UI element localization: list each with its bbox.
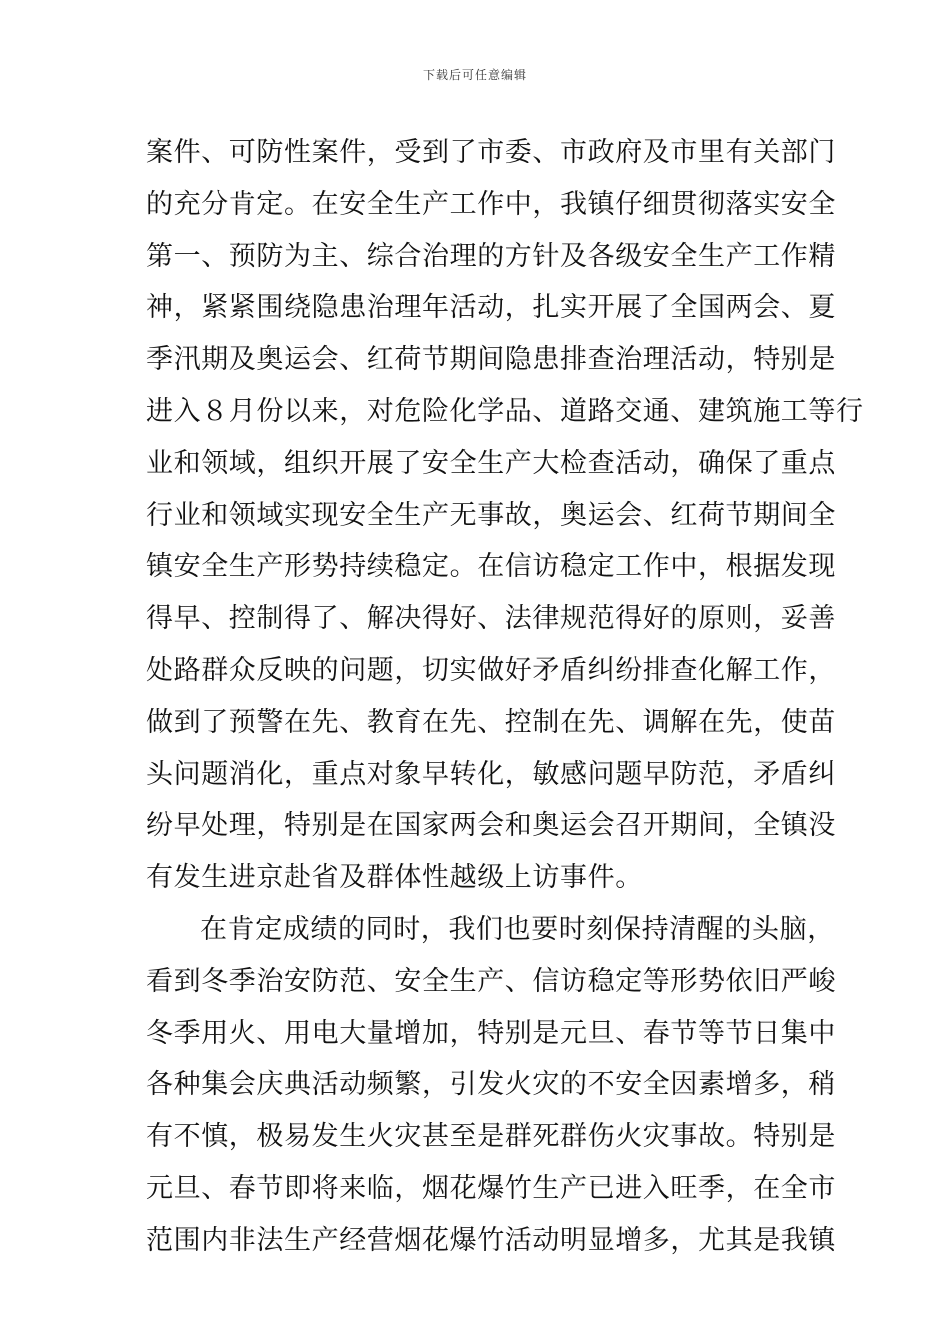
text-line: 神，紧紧围绕隐患治理年活动，扎实开展了全国两会、夏 [146,292,836,324]
text-line: 有发生进京赴省及群体性越级上访事件。 [146,862,643,894]
text-line: 季汛期及奥运会、红荷节期间隐患排查治理活动，特别是 [146,344,836,376]
text-line: 的充分肯定。在安全生产工作中，我镇仔细贯彻落实安全 [146,188,836,220]
text-line: 范围内非法生产经营烟花爆竹活动明显增多，尤其是我镇 [146,1224,836,1256]
page-header: 下载后可任意编辑 [422,68,527,82]
text-line: 业和领域，组织开展了安全生产大检查活动，确保了重点 [146,447,836,479]
text-line: 得早、控制得了、解决得好、法律规范得好的原则，妥善 [146,603,836,635]
text-line: 看到冬季治安防范、安全生产、信访稳定等形势依旧严峻 [146,965,836,997]
text-line: 处路群众反映的问题，切实做好矛盾纠纷排查化解工作， [146,654,836,686]
text-line: 行业和领域实现安全生产无事故，奥运会、红荷节期间全 [146,499,836,531]
text-line: 头问题消化，重点对象早转化，敏感问题早防范，矛盾纠 [146,758,836,790]
text-line: 镇安全生产形势持续稳定。在信访稳定工作中，根据发现 [146,551,836,583]
text-line: 做到了预警在先、教育在先、控制在先、调解在先，使苗 [146,706,836,738]
text-line: 案件、可防性案件，受到了市委、市政府及市里有关部门 [146,137,836,168]
text-line: 第一、预防为主、综合治理的方针及各级安全生产工作精 [146,240,836,272]
text-line: 有不慎，极易发生火灾甚至是群死群伤火灾事故。特别是 [146,1121,836,1153]
text-line: 冬季用火、用电大量增加，特别是元旦、春节等节日集中 [146,1017,836,1049]
text-line: 各种集会庆典活动频繁，引发火灾的不安全因素增多，稍 [146,1069,836,1101]
text-line: 纷早处理，特别是在国家两会和奥运会召开期间，全镇没 [146,810,836,842]
text-line: 元旦、春节即将来临，烟花爆竹生产已进入旺季，在全市 [146,1172,836,1204]
text-line-indented: 在肯定成绩的同时，我们也要时刻保持清醒的头脑， [200,913,835,945]
text-line: 进入８月份以来，对危险化学品、道路交通、建筑施工等行 [146,395,864,427]
document-body [146,127,864,1267]
